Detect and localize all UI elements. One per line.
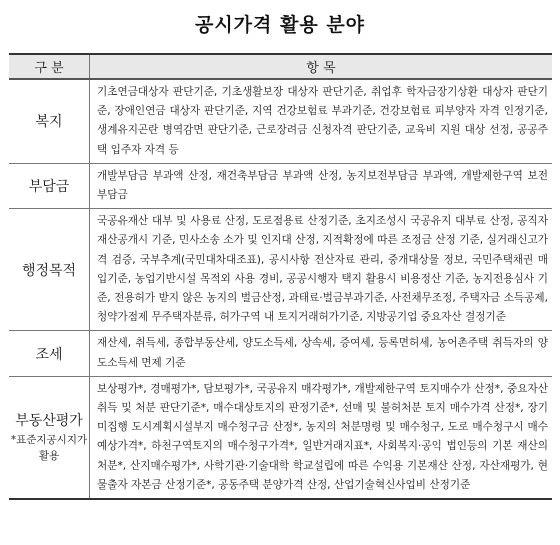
category-cell [9, 376, 90, 499]
category-note: *표준지공시지가 활용 [10, 434, 88, 463]
category-label: 부담금 [28, 179, 70, 196]
category-label: 조세 [35, 346, 63, 363]
table-row-tax [9, 331, 552, 376]
table-row-appraisal [9, 376, 552, 499]
table-row-charges [9, 163, 552, 208]
category-label: 복지 [35, 114, 63, 131]
category-cell [9, 79, 90, 163]
items-cell: 국공유재산 대부 및 사용료 산정, 도로점용료 산정기준, 초지조성시 국공유지 대부료 산정, 공직자 재산공개시 기준, 민사소송 소가 및 인지대 산정, 지적확정에 따른 조정금 산정 기준, 실거래신고가격 검증, 국부추계(국민대차대조표), 공시사항 전산자료 관리, 중개대상물 정보, 국민주택채권 매입기준, 농업기반시설 목적외 사용 경비, 공공시행자 택지 활용시 비용정산 기준, 농지전용심사 기준, 전용허가 받지 않은 농지의 벌금산정, 과태료·벌금부과기준, 사전채무조정, 주택자금 소득공제, 청약가점제 무주택자분류, 허가구역 내 토지거래허가기준, 지방공기업 중요자산 결정기준 [90, 209, 553, 331]
category-label: 행정목적 [21, 262, 77, 279]
table-row-welfare [9, 79, 552, 163]
usage-table [9, 53, 552, 500]
category-label: 부동산평가 [15, 413, 83, 430]
table-row-administrative [9, 209, 552, 331]
items-cell: 보상평가*, 경매평가*, 담보평가*, 국공유지 매각평가*, 개발제한구역 토지매수가 산정*, 중요자산취득 및 처분 판단기준*, 매수대상토지의 판정기준*, 선매 및 불허처분 토지 매수가격 산정*, 장기미집행 도시계획시설부지 매수청구금 산정*, 농지의 처분명령 및 매수청구, 도로 매수청구시 매수예상가격*, 하천구역토지의 매수청구가격*, 일반거래지표*, 사회복지·공익 법인등의 기본 재산의 처분*, 산지매수평가*, 사학기관·기술대학 학교설립에 따른 수익용 기본재산 산정, 자산재평가, 현물출자 자본금 산정기준*, 공동주택 분양가격 산정, 산업기술혁신사업비 산정기준 [90, 376, 553, 499]
category-cell [9, 163, 90, 208]
table-header-row [9, 54, 552, 79]
items-cell: 재산세, 취득세, 종합부동산세, 양도소득세, 상속세, 증여세, 등록면허세, 농어촌주택 취득자의 양도소득세 면제 기준 [90, 331, 553, 376]
category-cell [9, 209, 90, 331]
category-cell [9, 331, 90, 376]
items-cell: 개발부담금 부과액 산정, 재건축부담금 부과액 산정, 농지보전부담금 부과액, 개발제한구역 보전 부담금 [90, 163, 553, 208]
header-items: 항 목 [90, 54, 553, 79]
items-cell: 기초연금대상자 판단기준, 기초생활보장 대상자 판단기준, 취업후 학자금장기상환 대상자 판단기준, 장애인연금 대상자 판단기준, 지역 건강보험료 부과기준, 건강보험료 피부양자 자격 인정기준, 생계유지곤란 병역감면 판단기준, 근로장려금 신청자격 판단기준, 교육비 지원 대상 선정, 공공주택 입주자 자격 등 [90, 79, 553, 163]
page-title: 공시가격 활용 분야 [194, 14, 366, 36]
header-category: 구 분 [9, 54, 90, 79]
